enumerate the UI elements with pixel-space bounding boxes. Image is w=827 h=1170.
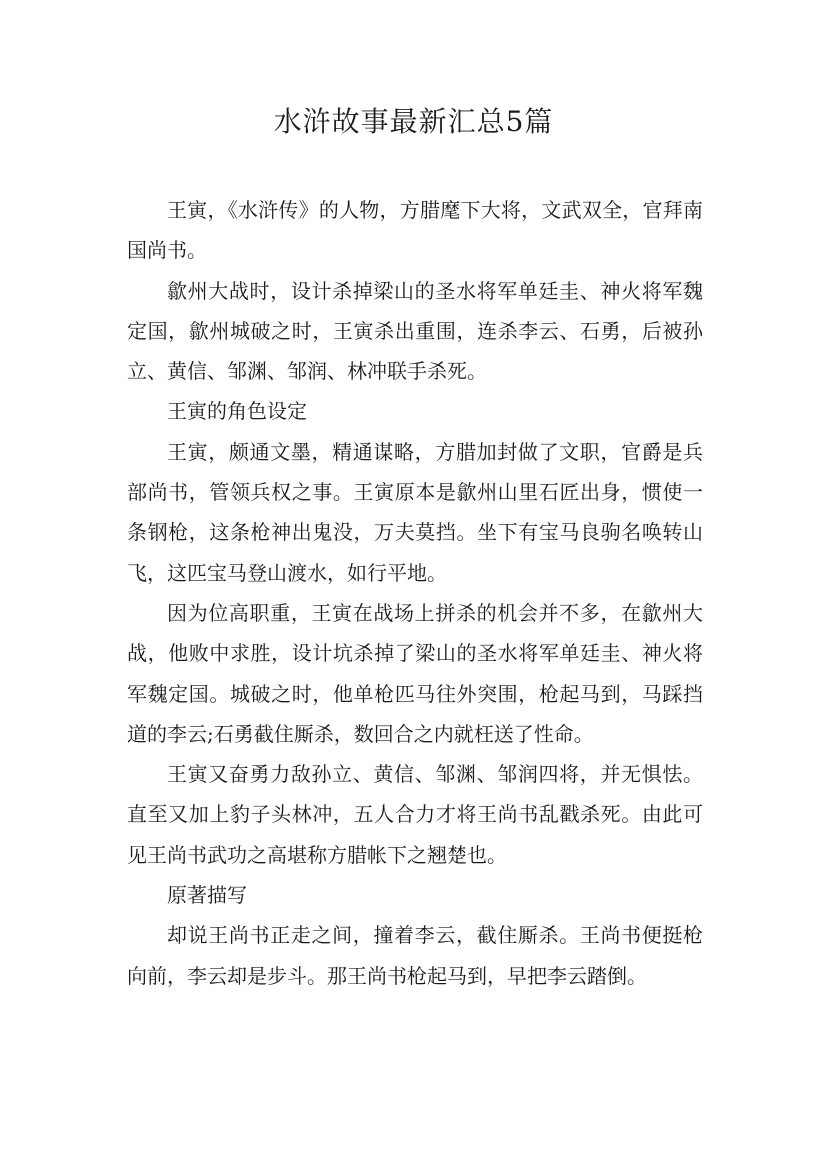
paragraph: 王寅，颇通文墨，精通谋略，方腊加封做了文职，官爵是兵部尚书，管领兵权之事。王寅原本是歙州山里石匠出身，惯使一条钢枪，这条枪神出鬼没，万夫莫挡。坐下有宝马良驹名唤转山飞，这匹宝马登山渡水，如行平地。 bbox=[127, 439, 703, 585]
document-title: 水浒故事最新汇总5篇 bbox=[273, 105, 554, 138]
paragraph: 却说王尚书正走之间，撞着李云，截住厮杀。王尚书便挺枪向前，李云却是步斗。那王尚书枪起马到，早把李云踏倒。 bbox=[127, 923, 703, 988]
document-body bbox=[127, 190, 703, 996]
paragraph: 因为位高职重，王寅在战场上拼杀的机会并不多，在歙州大战，他败中求胜，设计坑杀掉了梁山的圣水将军单廷圭、神火将军魏定国。城破之时，他单枪匹马往外突围，枪起马到，马踩挡道的李云;石勇截住厮杀，数回合之内就枉送了性命。 bbox=[127, 600, 703, 746]
paragraph: 歙州大战时，设计杀掉梁山的圣水将军单廷圭、神火将军魏定国，歙州城破之时，王寅杀出重围，连杀李云、石勇，后被孙立、黄信、邹渊、邹润、林冲联手杀死。 bbox=[127, 278, 703, 384]
section-heading: 原著描写 bbox=[167, 883, 247, 908]
paragraph: 王寅，《水浒传》的人物，方腊麾下大将，文武双全，官拜南国尚书。 bbox=[127, 198, 703, 263]
section-heading: 王寅的角色设定 bbox=[167, 399, 307, 424]
paragraph: 王寅又奋勇力敌孙立、黄信、邹渊、邹润四将，并无惧怯。直至又加上豹子头林冲，五人合力才将王尚书乱戳杀死。由此可见王尚书武功之高堪称方腊帐下之翘楚也。 bbox=[127, 762, 703, 867]
